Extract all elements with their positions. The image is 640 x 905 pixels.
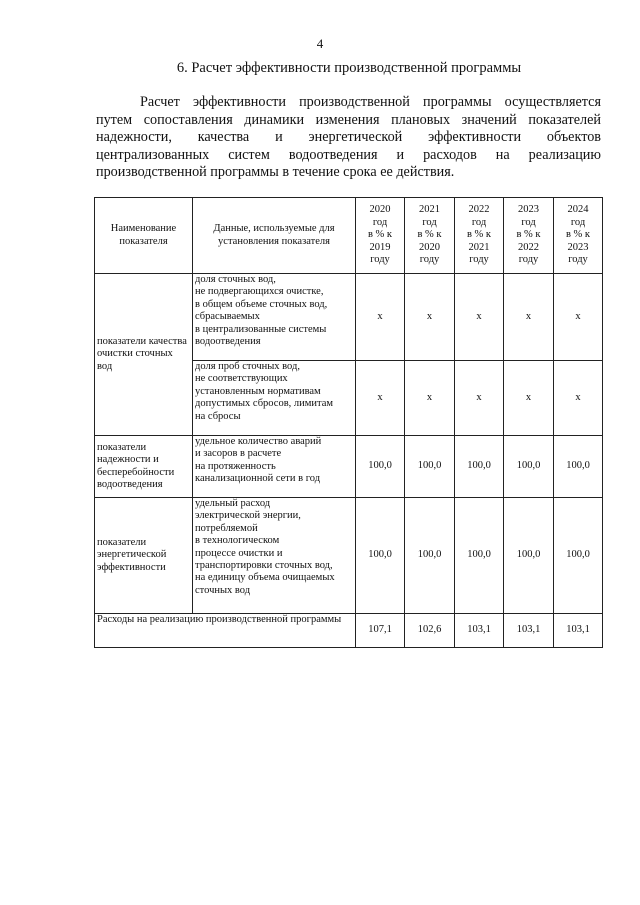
header-year-god: год [372, 216, 388, 228]
value-cell: 100,0 [405, 436, 455, 498]
value-cell: 100,0 [554, 436, 603, 498]
header-year-god: год [471, 216, 487, 228]
header-year-godu: году [568, 254, 588, 266]
header-year [504, 198, 554, 274]
footer-value-cell: 107,1 [356, 614, 405, 648]
footer-value-cell: 103,1 [455, 614, 504, 648]
value-cell: x [455, 274, 504, 361]
value-cell: x [455, 361, 504, 436]
value-cell: x [554, 274, 603, 361]
footer-value-cell: 103,1 [554, 614, 603, 648]
table-row [95, 436, 603, 498]
header-year-god: год [570, 216, 586, 228]
indicator-name: показатели качества очистки сточных вод [95, 274, 193, 436]
header-year-base: 2021 [468, 241, 490, 253]
header-year-pct: в % к [516, 229, 541, 241]
header-year-godu: году [469, 254, 489, 266]
header-year-base: 2022 [518, 241, 539, 253]
value-cell: 100,0 [455, 436, 504, 498]
value-cell: 100,0 [356, 436, 405, 498]
header-year-value: 2024 [567, 204, 589, 216]
table-row [95, 498, 603, 614]
value-cell: x [504, 361, 554, 436]
value-cell: 100,0 [554, 498, 603, 614]
table-header-row [95, 198, 603, 274]
indicator-data: доля сточных вод, не подвергающихся очистке, в общем объеме сточных вод, сбрасываемых в централизованные системы водоотведения [193, 274, 356, 361]
header-year [405, 198, 455, 274]
indicator-data: доля проб сточных вод, не соответствующих установленным нормативам допустимых сбросов, лимитам на сбросы [193, 361, 356, 436]
header-year-pct: в % к [417, 229, 442, 241]
value-cell: x [504, 274, 554, 361]
value-cell: 100,0 [504, 436, 554, 498]
indicator-data: удельный расход электрической энергии, потребляемой в технологическом процессе очистки и транспортировки сточных вод, на единицу объема очищаемых сточных вод [193, 498, 356, 614]
value-cell: 100,0 [504, 498, 554, 614]
header-year-godu: году [419, 254, 440, 266]
header-year-value: 2023 [518, 204, 539, 216]
value-cell: 100,0 [356, 498, 405, 614]
indicator-name: показатели энергетической эффективности [95, 498, 193, 614]
footer-value-cell: 102,6 [405, 614, 455, 648]
header-year-value: 2022 [468, 204, 490, 216]
table-row [95, 274, 603, 361]
header-data: Данные, используемые для установления показателя [193, 198, 356, 274]
header-year-pct: в % к [466, 229, 492, 241]
header-year-pct: в % к [367, 229, 393, 241]
table-row-footer [95, 614, 603, 648]
value-cell: 100,0 [455, 498, 504, 614]
efficiency-table [94, 197, 603, 648]
header-name: Наименование показателя [95, 198, 193, 274]
intro-paragraph: Расчет эффективности производственной программы осуществляется путем сопоставления динамики изменения плановых значений показателей надежности, качества и энергетической эффективности объектов централизованных систем водоотведения и расходов на реализацию производственной программы в течение срока ее действия. [96, 94, 601, 180]
header-year-base: 2020 [419, 241, 440, 253]
header-year [554, 198, 603, 274]
value-cell: 100,0 [405, 498, 455, 614]
value-cell: x [405, 361, 455, 436]
header-year-god: год [422, 216, 437, 228]
header-year [356, 198, 405, 274]
header-year-value: 2020 [369, 204, 391, 216]
header-year-pct: в % к [565, 229, 591, 241]
footer-value-cell: 103,1 [504, 614, 554, 648]
header-year-god: год [521, 216, 536, 228]
page-number: 4 [316, 36, 324, 51]
header-year [455, 198, 504, 274]
indicator-name: показатели надежности и бесперебойности водоотведения [95, 436, 193, 498]
header-year-base: 2019 [369, 241, 391, 253]
value-cell: x [405, 274, 455, 361]
header-year-base: 2023 [567, 241, 589, 253]
header-year-godu: году [370, 254, 390, 266]
value-cell: x [356, 274, 405, 361]
value-cell: x [554, 361, 603, 436]
value-cell: x [356, 361, 405, 436]
section-title: 6. Расчет эффективности производственной программы [176, 60, 522, 76]
footer-label: Расходы на реализацию производственной программы [95, 614, 356, 648]
header-year-godu: году [518, 254, 539, 266]
indicator-data: удельное количество аварий и засоров в расчете на протяженность канализационной сети в год [193, 436, 356, 498]
header-year-value: 2021 [419, 204, 440, 216]
